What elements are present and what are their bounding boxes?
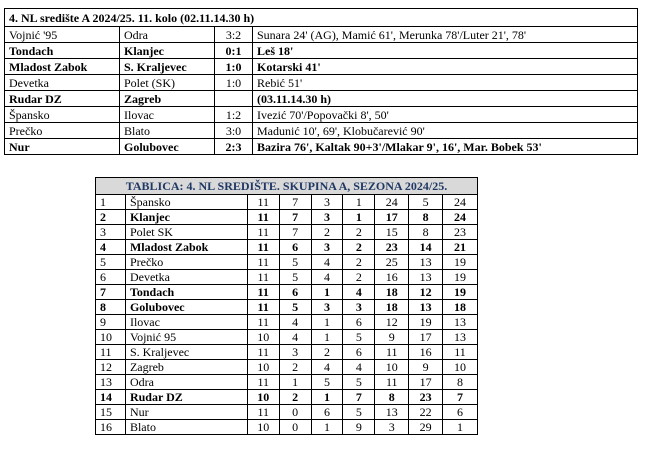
standing-draws: 4 [311,270,343,285]
standing-losses: 9 [343,420,375,435]
standing-points: 18 [443,300,478,315]
standing-row [96,390,478,405]
match-home-team: Vojnić '95 [5,27,120,43]
standing-draws: 1 [311,390,343,405]
match-scorers: Leš 18' [253,43,638,59]
standing-losses: 3 [343,300,375,315]
standing-position: 8 [96,300,126,315]
standing-team: Devetka [125,270,247,285]
standing-team: Nur [125,405,247,420]
results-title: 4. NL središte A 2024/25. 11. kolo (02.11.14.30 h) [5,9,638,27]
standing-goals-for: 9 [375,330,409,345]
match-score: 2:3 [215,139,253,155]
match-score: 1:2 [215,107,253,123]
standing-row [96,225,478,240]
standing-position: 6 [96,270,126,285]
results-table [4,8,638,155]
match-row [5,75,638,91]
standing-draws: 1 [311,285,343,300]
standing-points: 6 [443,405,478,420]
standing-goals-for: 18 [375,300,409,315]
standing-team: Zagreb [125,360,247,375]
standing-goals-against: 5 [409,195,443,210]
standing-goals-for: 11 [375,375,409,390]
match-home-team: Špansko [5,107,120,123]
match-score: 1:0 [215,75,253,91]
standing-team: Klanjec [125,210,247,225]
standing-played: 11 [247,240,279,255]
match-row [5,107,638,123]
standing-draws: 1 [311,420,343,435]
match-score: 3:2 [215,27,253,43]
standing-wins: 6 [279,285,311,300]
standing-points: 19 [443,270,478,285]
standing-draws: 4 [311,360,343,375]
standing-position: 9 [96,315,126,330]
standing-played: 10 [247,330,279,345]
match-row [5,59,638,75]
match-score: 0:1 [215,43,253,59]
standing-points: 8 [443,375,478,390]
match-score [215,91,253,107]
standing-draws: 6 [311,405,343,420]
standing-losses: 2 [343,255,375,270]
match-scorers: Rebić 51' [253,75,638,91]
standing-position: 13 [96,375,126,390]
standing-team: Mladost Zabok [125,240,247,255]
standing-position: 5 [96,255,126,270]
standing-position: 7 [96,285,126,300]
match-away-team: Golubovec [120,139,215,155]
standing-wins: 7 [279,225,311,240]
standing-wins: 0 [279,420,311,435]
standing-position: 15 [96,405,126,420]
match-home-team: Nur [5,139,120,155]
standings-table [95,177,478,435]
standing-played: 11 [247,195,279,210]
match-row [5,139,638,155]
standing-losses: 5 [343,405,375,420]
standings-title: TABLICA: 4. NL SREDIŠTE. SKUPINA A, SEZONA 2024/25. [96,178,478,195]
standing-team: Blato [125,420,247,435]
standing-draws: 2 [311,225,343,240]
standing-points: 21 [443,240,478,255]
standing-goals-against: 8 [409,210,443,225]
standing-losses: 2 [343,270,375,285]
standing-goals-for: 8 [375,390,409,405]
results-title-row [5,9,638,27]
standing-draws: 1 [311,330,343,345]
standing-losses: 1 [343,195,375,210]
standing-points: 1 [443,420,478,435]
match-home-team: Tondach [5,43,120,59]
match-scorers: Ivezić 70'/Popovački 8', 50' [253,107,638,123]
standing-draws: 4 [311,255,343,270]
standing-team: Ilovac [125,315,247,330]
match-home-team: Rudar DZ [5,91,120,107]
standing-losses: 1 [343,210,375,225]
standing-draws: 5 [311,375,343,390]
match-score: 1:0 [215,59,253,75]
standing-played: 11 [247,285,279,300]
standing-team: Prečko [125,255,247,270]
standing-points: 19 [443,255,478,270]
standing-row [96,240,478,255]
standing-position: 2 [96,210,126,225]
standing-goals-against: 22 [409,405,443,420]
standing-goals-against: 12 [409,285,443,300]
match-away-team: Zagreb [120,91,215,107]
standing-goals-against: 17 [409,330,443,345]
standing-row [96,255,478,270]
standing-row [96,210,478,225]
standing-goals-for: 16 [375,270,409,285]
standing-goals-against: 23 [409,390,443,405]
match-row [5,27,638,43]
standing-points: 13 [443,315,478,330]
standing-played: 10 [247,420,279,435]
standing-goals-against: 29 [409,420,443,435]
standing-goals-for: 13 [375,405,409,420]
standing-row [96,195,478,210]
standing-row [96,360,478,375]
standing-position: 10 [96,330,126,345]
match-home-team: Prečko [5,123,120,139]
standing-points: 10 [443,360,478,375]
match-scorers: Sunara 24' (AG), Mamić 61', Merunka 78'/Luter 21', 78' [253,27,638,43]
standing-goals-for: 15 [375,225,409,240]
standing-draws: 3 [311,300,343,315]
standing-goals-against: 13 [409,270,443,285]
standing-goals-for: 23 [375,240,409,255]
standing-played: 10 [247,390,279,405]
standing-played: 11 [247,405,279,420]
standing-goals-against: 16 [409,345,443,360]
standings-body [96,178,478,435]
standing-wins: 5 [279,300,311,315]
standing-points: 19 [443,285,478,300]
standing-wins: 1 [279,375,311,390]
standing-goals-for: 25 [375,255,409,270]
standing-played: 11 [247,375,279,390]
standing-goals-for: 24 [375,195,409,210]
standing-played: 11 [247,300,279,315]
standing-team: Odra [125,375,247,390]
match-scorers: Kotarski 41' [253,59,638,75]
standing-played: 11 [247,270,279,285]
standing-row [96,420,478,435]
standing-losses: 2 [343,240,375,255]
standing-row [96,375,478,390]
standing-goals-for: 17 [375,210,409,225]
standing-goals-for: 3 [375,420,409,435]
standing-wins: 4 [279,330,311,345]
match-away-team: Ilovac [120,107,215,123]
standing-goals-for: 10 [375,360,409,375]
standing-losses: 6 [343,315,375,330]
standing-draws: 2 [311,345,343,360]
standing-played: 11 [247,345,279,360]
standing-played: 11 [247,210,279,225]
standing-points: 13 [443,330,478,345]
standing-wins: 3 [279,345,311,360]
standing-goals-against: 13 [409,255,443,270]
standing-team: Špansko [125,195,247,210]
match-away-team: Odra [120,27,215,43]
standing-points: 24 [443,210,478,225]
match-scorers: Madunić 10', 69', Klobučarević 90' [253,123,638,139]
standing-goals-against: 17 [409,375,443,390]
standing-position: 4 [96,240,126,255]
standing-points: 24 [443,195,478,210]
standing-points: 23 [443,225,478,240]
standing-played: 11 [247,255,279,270]
standing-position: 12 [96,360,126,375]
standing-losses: 4 [343,360,375,375]
standing-team: Polet SK [125,225,247,240]
standing-position: 14 [96,390,126,405]
standing-row [96,300,478,315]
standing-wins: 2 [279,390,311,405]
standing-position: 1 [96,195,126,210]
standing-row [96,315,478,330]
standing-goals-against: 9 [409,360,443,375]
standing-goals-for: 18 [375,285,409,300]
standing-wins: 0 [279,405,311,420]
standing-wins: 7 [279,195,311,210]
match-away-team: S. Kraljevec [120,59,215,75]
match-away-team: Blato [120,123,215,139]
match-home-team: Mladost Zabok [5,59,120,75]
standing-team: Tondach [125,285,247,300]
standing-goals-against: 14 [409,240,443,255]
match-away-team: Polet (SK) [120,75,215,91]
standing-wins: 5 [279,255,311,270]
standing-draws: 1 [311,315,343,330]
match-scorers: Bazira 76', Kaltak 90+3'/Mlakar 9', 16', Mar. Bobek 53' [253,139,638,155]
standing-losses: 7 [343,390,375,405]
standing-points: 11 [443,345,478,360]
match-scorers: (03.11.14.30 h) [253,91,638,107]
standing-losses: 5 [343,375,375,390]
standing-losses: 5 [343,330,375,345]
standing-draws: 3 [311,195,343,210]
match-away-team: Klanjec [120,43,215,59]
standing-wins: 6 [279,240,311,255]
standing-goals-against: 13 [409,300,443,315]
standing-row [96,285,478,300]
standing-wins: 2 [279,360,311,375]
standing-draws: 3 [311,240,343,255]
standing-wins: 7 [279,210,311,225]
standing-draws: 3 [311,210,343,225]
standing-team: S. Kraljevec [125,345,247,360]
standing-losses: 2 [343,225,375,240]
standing-position: 16 [96,420,126,435]
standing-row [96,345,478,360]
standing-goals-for: 11 [375,345,409,360]
standing-wins: 5 [279,270,311,285]
standing-goals-for: 12 [375,315,409,330]
standing-played: 11 [247,225,279,240]
standing-row [96,330,478,345]
standing-goals-against: 8 [409,225,443,240]
standing-team: Vojnić 95 [125,330,247,345]
standings-title-row [96,178,478,195]
standing-wins: 4 [279,315,311,330]
standing-goals-against: 19 [409,315,443,330]
match-row [5,91,638,107]
standing-row [96,270,478,285]
standing-played: 11 [247,315,279,330]
match-row [5,43,638,59]
standing-played: 10 [247,360,279,375]
standing-team: Golubovec [125,300,247,315]
standing-losses: 6 [343,345,375,360]
results-body [5,9,638,155]
standing-points: 7 [443,390,478,405]
match-home-team: Devetka [5,75,120,91]
match-row [5,123,638,139]
standing-position: 3 [96,225,126,240]
match-score: 3:0 [215,123,253,139]
standing-row [96,405,478,420]
standing-losses: 4 [343,285,375,300]
standing-position: 11 [96,345,126,360]
standing-team: Rudar DZ [125,390,247,405]
